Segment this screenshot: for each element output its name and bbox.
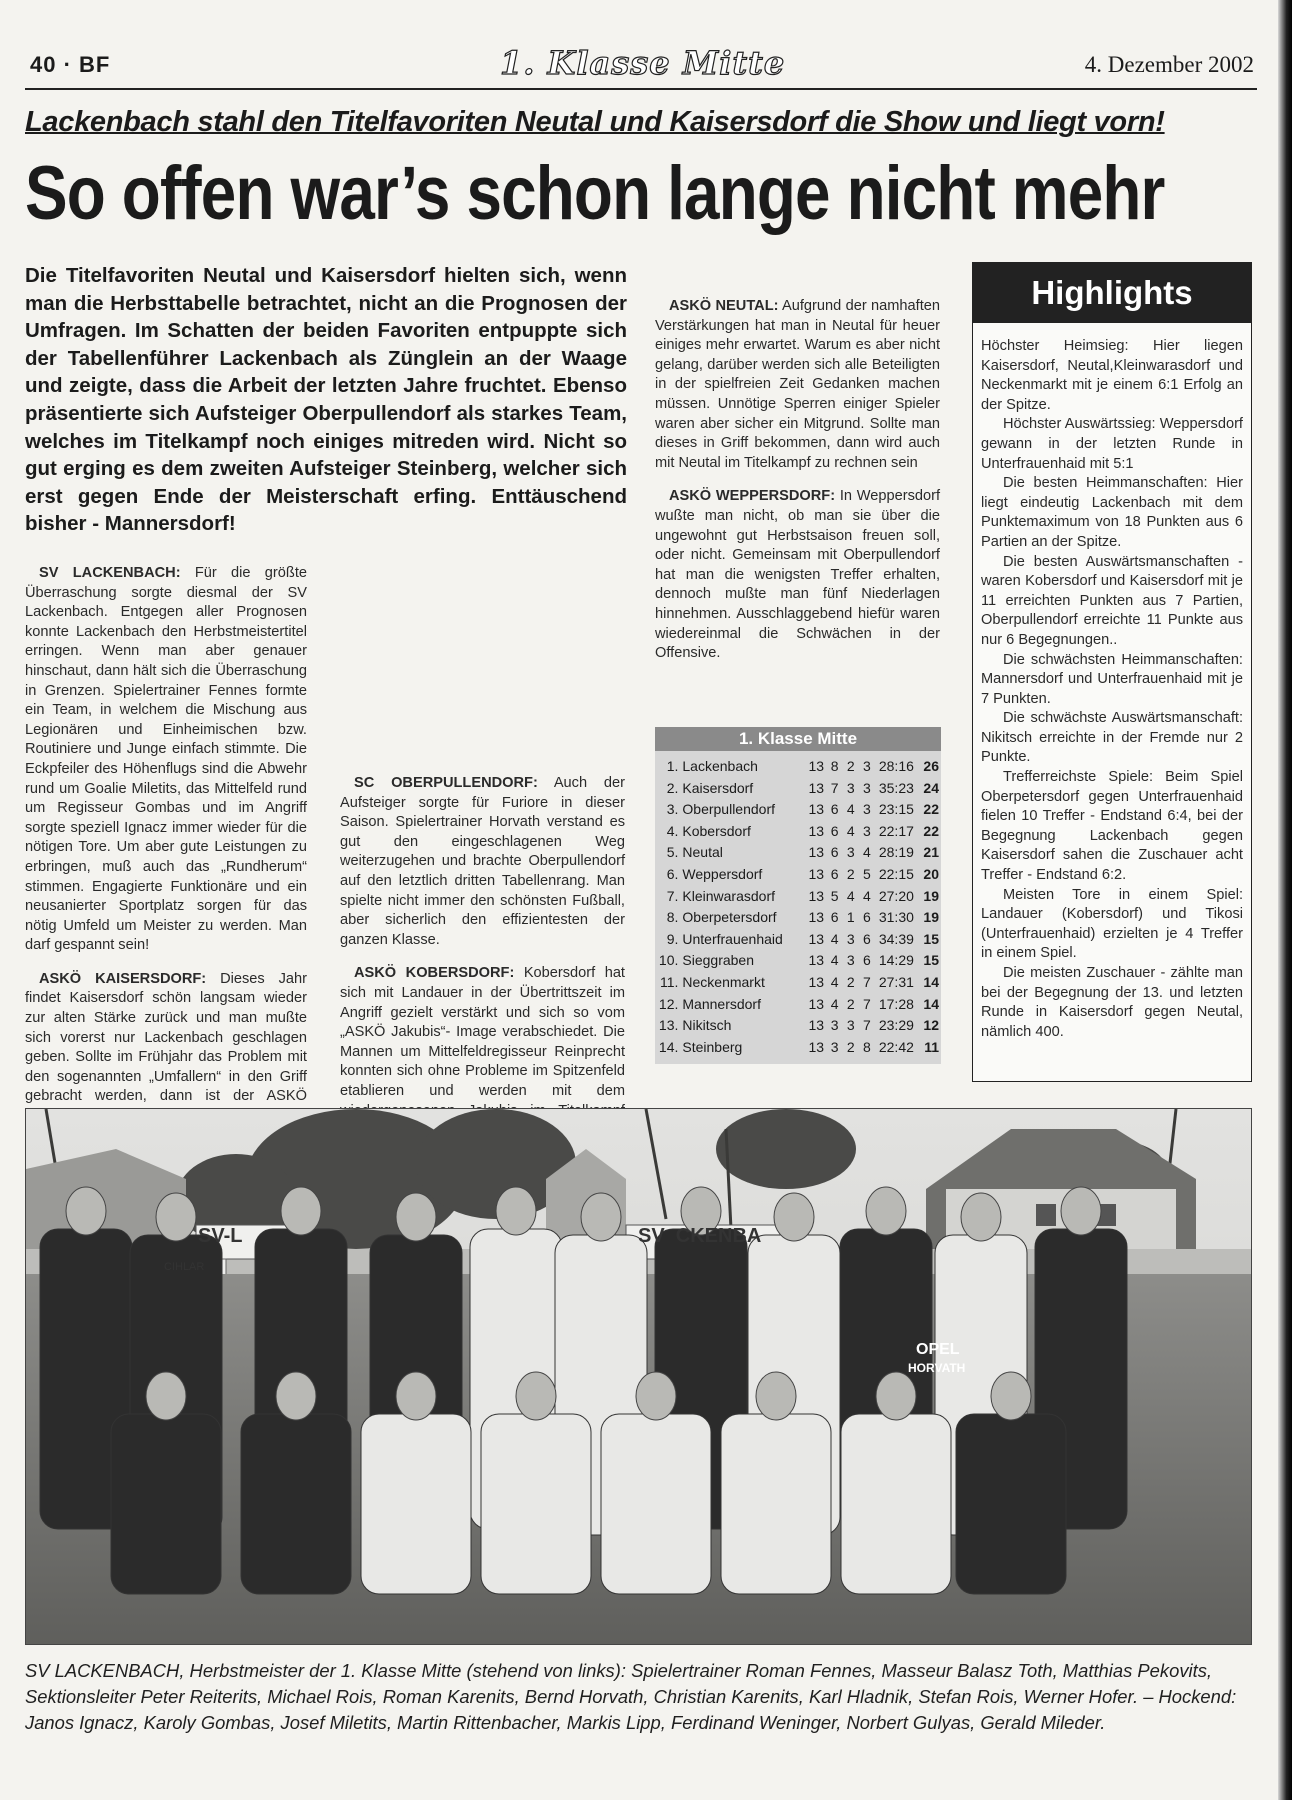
table-cell-tore: 22:17: [878, 822, 914, 839]
table-cell-team: Neutal: [682, 844, 723, 861]
table-cell-u: 2: [846, 865, 855, 882]
article-lead: SV LACKENBACH:: [39, 565, 181, 581]
player-head: [496, 1187, 536, 1235]
kicker: Lackenbach stahl den Titelfavoriten Neutal und Kaisersdorf die Show und liegt vorn!: [25, 106, 1165, 138]
table-cell-n: 3: [862, 779, 871, 796]
article-lead: ASKÖ KOBERSDORF:: [354, 965, 515, 982]
table-cell-tore: 27:20: [878, 887, 914, 904]
player-figure: [241, 1414, 351, 1594]
section-title: 1. Klasse Mitte: [500, 44, 786, 82]
table-cell-team: Oberpullendorf: [682, 801, 776, 818]
highlight-text: Hier liegen Kaisersdorf, Neutal,Kleinwarasdorf und Neckenmarkt mit je einem 6:1 Erfolg an der Spitze.: [981, 338, 1243, 413]
table-cell-u: 3: [846, 952, 855, 969]
table-cell-sp: 13: [808, 758, 825, 774]
table-cell-team: Kleinwarasdorf: [682, 887, 775, 904]
league-table-grid: [655, 756, 941, 1058]
player-head: [276, 1372, 316, 1420]
table-cell-pos: 13.: [658, 1017, 679, 1034]
table-cell-n: 7: [862, 973, 871, 990]
highlight-item: [981, 964, 1243, 1042]
table-cell-pts: 22: [923, 801, 939, 818]
highlight-item: [981, 553, 1243, 651]
article-text: In Weppersdorf wußte man nicht, ob man sie über die ungewohnt gut Herbstsaison freuen soll, oder nicht. Gemeinsam mit Oberpullendorf hat man die wenigsten Treffer erhalten, dennoch mußte man fünf Niederlagen hinnehmen. Ausschlaggebend hiefür waren wiedereinmal die Schwächen in der Offensive.: [655, 488, 941, 662]
table-cell-tore: 22:42: [878, 1038, 914, 1055]
table-cell-pts: 24: [923, 779, 939, 796]
table-cell-tore: 35:23: [878, 779, 914, 796]
highlight-lead: Höchster Heimsieg:: [981, 338, 1129, 354]
table-cell-n: 4: [862, 844, 871, 861]
highlights-box: [972, 262, 1252, 1082]
shirt-sponsor: OPEL: [916, 1341, 960, 1358]
table-cell-n: 3: [862, 801, 871, 818]
table-cell-sp: 13: [808, 887, 825, 904]
table-cell-sp: 13: [808, 822, 825, 839]
table-cell-pts: 26: [923, 758, 939, 774]
table-cell-u: 3: [846, 844, 855, 861]
article-lead: ASKÖ KAISERSDORF:: [39, 970, 207, 987]
highlight-lead: Höchster Auswärtssieg:: [1003, 416, 1156, 433]
headline: So offen war’s schon lange nicht mehr: [25, 151, 1165, 236]
table-cell-pos: 6.: [666, 865, 679, 882]
highlight-item: [981, 337, 1243, 415]
table-cell-s: 5: [830, 887, 839, 904]
table-cell-pos: 9.: [666, 930, 679, 947]
table-cell-tore: 27:31: [878, 973, 914, 990]
table-cell-tore: 14:29: [878, 952, 914, 969]
table-cell-s: 4: [830, 952, 839, 969]
highlight-item: [981, 474, 1243, 552]
table-cell-team: Oberpetersdorf: [682, 909, 777, 926]
highlight-text: - zählte man bei der Begegnung der 13. und letzten Runde in Kaisersdorf gegen Neutal, nämlich 400.: [981, 965, 1243, 1040]
highlight-item: [981, 415, 1243, 474]
article-text: Aufgrund der namhaften Verstärkungen hat man in Neutal für heuer einiges mehr erwartet. Warum es aber nicht gelang, darüber werden sich alle Beteiligten in der spielfreien Zeit Gedanken machen müssen. Unnötige Sperren einiger Spieler waren aber sicher ein Mitgrund. Sollte man dieses in Griff bekommen, dann wird auch mit Neutal im Titelkampf zu rechnen sein: [655, 298, 940, 471]
article-lead: ASKÖ WEPPERSDORF:: [669, 488, 836, 505]
table-cell-sp: 13: [808, 909, 825, 926]
table-row: [655, 821, 941, 843]
table-row: [655, 994, 941, 1016]
table-cell-sp: 13: [808, 973, 825, 990]
table-cell-tore: 17:28: [878, 995, 914, 1012]
table-cell-s: 3: [830, 1038, 839, 1055]
table-cell-s: 4: [830, 995, 839, 1012]
issue-date: 4. Dezember 2002: [1084, 52, 1254, 77]
player-head: [396, 1372, 436, 1420]
highlight-lead: Die schwächsten Heimmanschaften:: [1003, 651, 1243, 668]
highlight-lead: Die schwächste Auswärtsmanschaft:: [1003, 710, 1243, 727]
table-cell-sp: 13: [808, 952, 825, 969]
table-cell-pts: 22: [923, 822, 939, 839]
player-figure: [601, 1414, 711, 1594]
table-cell-sp: 13: [808, 1038, 825, 1055]
table-cell-pos: 2.: [666, 779, 679, 796]
highlight-text: Hier liegt eindeutig Lackenbach mit dem Punktemaximum von 18 Punkten aus 6 Partien an der Spitze.: [981, 475, 1243, 550]
article-lead: SC OBERPULLENDORF:: [354, 775, 538, 791]
table-cell-team: Mannersdorf: [682, 995, 761, 1012]
table-cell-team: Neckenmarkt: [682, 973, 765, 990]
table-cell-n: 6: [862, 952, 871, 969]
table-cell-u: 2: [846, 758, 855, 774]
highlight-text: Mannersdorf und Unterfrauenhaid mit je 7 Punkten.: [981, 671, 1243, 707]
table-cell-pos: 4.: [666, 822, 679, 839]
table-cell-tore: 23:15: [878, 801, 914, 818]
table-cell-sp: 13: [808, 779, 825, 796]
article-text: Für die größte Überraschung sorgte diesmal der SV Lackenbach. Entgegen aller Prognosen konnte Lackenbach den Herbstmeistertitel erringen. Wenn man aber genauer hinschaut, dann hält sich die Überraschung in Grenzen. Spielertrainer Fennes formte ein Team, in welchem die Mischung aus Legionären und Einheimischen bzw. Routiniere und Junge einfach stimmte. Die Eckpfeiler des Höhenflugs sind die Abwehr rund um Goalie Miletits, das Mittelfeld rund um Regisseur Gombas und im Angriff sorgte speziell Ignacz immer wieder für die nötigen Tore. Um aber gute Leistungen zu erbringen, muß auch das „Rundherum“ stimmen. Engagierte Funktionäre und ein neusanierter Sportplatz sorgen für das nötig Umfeld um Meister zu werden. Man darf gespannt sein!: [25, 565, 307, 954]
page-number: 40 · BF: [30, 52, 111, 77]
table-cell-s: 4: [830, 973, 839, 990]
table-cell-sp: 13: [808, 844, 825, 861]
article-column-3: [655, 265, 940, 678]
league-table: [655, 727, 941, 1064]
highlight-text: - waren Kobersdorf und Kaisersdorf mit je 11 erreichten Punkten aus 7 Partien, Oberpullendorf erreichte 11 Punkte aus nur 6 Begegnungen..: [981, 553, 1243, 648]
table-cell-team: Sieggraben: [682, 952, 755, 969]
article-lead: ASKÖ NEUTAL:: [669, 298, 779, 314]
table-cell-u: 3: [846, 779, 855, 796]
team-photo: [25, 1108, 1252, 1645]
table-row: [655, 1037, 941, 1059]
table-cell-pos: 8.: [666, 909, 679, 926]
table-cell-s: 6: [830, 909, 839, 926]
player-figure: [841, 1414, 951, 1594]
table-cell-pts: 12: [923, 1017, 939, 1034]
table-cell-u: 3: [846, 930, 855, 947]
table-cell-s: 6: [830, 801, 839, 818]
photo-sign-right: SV CKENBA: [638, 1225, 762, 1247]
player-figure: [361, 1414, 471, 1594]
article-text: Kobersdorf hat sich mit Landauer in der Übertrittszeit im Angriff gezielt verstärkt und sich so vom „ASKÖ Jakubis“- Image verabschiedet. Die Mannen um Mittelfeldregisseur Reinprecht konnten sich ohne Probleme im Spitzenfeld etablieren und werden mit dem: [340, 965, 625, 1099]
table-cell-u: 4: [846, 822, 855, 839]
highlight-text: Weppersdorf gewann in der letzten Runde in Unterfrauenhaid mit 5:1: [981, 416, 1243, 472]
player-head: [991, 1372, 1031, 1420]
player-head: [156, 1193, 196, 1241]
table-cell-tore: 31:30: [878, 909, 914, 926]
article-column-1: [25, 564, 307, 1180]
table-row: [655, 756, 941, 778]
table-cell-u: 2: [846, 1038, 855, 1055]
table-cell-pos: 7.: [666, 887, 679, 904]
table-cell-n: 8: [862, 1038, 871, 1055]
table-cell-team: Steinberg: [682, 1038, 743, 1055]
table-cell-n: 4: [862, 887, 871, 904]
player-head: [756, 1372, 796, 1420]
player-head: [396, 1193, 436, 1241]
table-row: [655, 972, 941, 994]
article-neutal: [655, 297, 940, 473]
highlight-lead: Meisten Tore in einem Spiel:: [1003, 886, 1243, 903]
highlight-item: [981, 709, 1243, 768]
photo-sign-small: CIHLAR: [164, 1261, 205, 1273]
highlights-body: [973, 323, 1251, 1042]
table-row: [655, 799, 941, 821]
table-cell-n: 3: [862, 822, 871, 839]
table-cell-sp: 13: [808, 930, 825, 947]
photo-caption: SV LACKENBACH, Herbstmeister der 1. Klasse Mitte (stehend von links): Spielertrainer Roman Fennes, Masseur Balasz Toth, Matthias Pekovits, Sektionsleiter Peter Reiterits, Michael Rois, Roman Karenits, Bernd Horvath, Christian Karenits, Karl Hladnik, Stefan Rois, Werner Hofer. – Hockend: Janos Ignacz, Karoly Gombas, Josef Miletits, Martin Rittenbacher, Markis Lipp, Ferdinand Weninger, Norbert Gulyas, Gerald Mileder.: [25, 1660, 1237, 1733]
table-row: [655, 778, 941, 800]
intro-paragraph: Die Titelfavoriten Neutal und Kaisersdorf hielten sich, wenn man die Herbsttabelle betrachtet, nicht an die Prognosen der Umfragen. Im Schatten der beiden Favoriten entpuppte sich der Tabellenführer Lackenbach als Zünglein an der Waage und zeigte, dass die Arbeit der letzten Jahre fruchtet. Ebenso präsentierte sich Aufsteiger Oberpullendorf als starkes Team, welches im Titelkampf noch einiges mitreden wird. Nicht so gut erging es dem zweiten Aufsteiger Steinberg, welcher sich erst gegen Ende der Meisterschaft erfing. Enttäuschend bisher - Mannersdorf!: [25, 264, 627, 536]
table-cell-pts: 11: [924, 1038, 939, 1055]
highlight-lead: Trefferreichste Spiele:: [1003, 769, 1154, 786]
table-row: [655, 886, 941, 908]
table-cell-n: 7: [862, 1017, 871, 1034]
table-cell-team: Kaisersdorf: [682, 779, 754, 796]
page-binding-edge: [1278, 0, 1292, 1800]
table-cell-sp: 13: [808, 801, 825, 818]
highlight-lead: Die besten Auswärtsmanschaften: [1003, 553, 1230, 570]
table-cell-pts: 15: [923, 930, 939, 947]
table-cell-pos: 11.: [659, 973, 679, 990]
table-cell-pos: 10.: [658, 952, 679, 969]
table-cell-u: 4: [846, 801, 855, 818]
player-head: [66, 1187, 106, 1235]
table-cell-pos: 3.: [666, 801, 679, 818]
player-figure: [956, 1414, 1066, 1594]
table-row: [655, 842, 941, 864]
table-cell-n: 7: [862, 995, 871, 1012]
team-photo-illustration: [26, 1109, 1251, 1644]
player-head: [636, 1372, 676, 1420]
table-cell-u: 4: [846, 887, 855, 904]
article-text: Auch der Aufsteiger sorgte für Furiore in dieser Saison. Spielertrainer Horvath verstand es gut den eingeschlagenen Weg weiterzugehen und brachte Oberpullendorf auf den letztlich dritten Tabellenrang. Man spielte nicht immer den schönsten Fußball, aber sicherlich den effizientesten der ganzen Klasse.: [340, 775, 625, 948]
table-cell-sp: 13: [808, 995, 825, 1012]
table-cell-u: 1: [846, 909, 855, 926]
player-figure: [721, 1414, 831, 1594]
article-column-2: [340, 564, 625, 1155]
player-head: [1061, 1187, 1101, 1235]
highlight-item: [981, 651, 1243, 710]
table-cell-tore: 28:19: [878, 844, 914, 861]
player-head: [774, 1193, 814, 1241]
table-cell-pts: 14: [923, 995, 939, 1012]
table-cell-sp: 13: [808, 1017, 825, 1034]
header-rule: [25, 88, 1257, 90]
highlights-title: Highlights: [973, 263, 1251, 323]
table-cell-team: Kobersdorf: [682, 822, 751, 839]
table-cell-pts: 15: [923, 952, 939, 969]
table-cell-tore: 34:39: [878, 930, 914, 947]
table-cell-s: 6: [830, 844, 839, 861]
highlight-lead: Die besten Heimmanschaften:: [1003, 475, 1208, 492]
table-row: [655, 929, 941, 951]
table-cell-pts: 21: [923, 844, 939, 861]
table-cell-n: 6: [862, 930, 871, 947]
table-cell-s: 6: [830, 822, 839, 839]
player-head: [866, 1187, 906, 1235]
player-head: [961, 1193, 1001, 1241]
table-row: [655, 950, 941, 972]
table-cell-n: 6: [862, 909, 871, 926]
table-cell-s: 6: [830, 865, 839, 882]
article-text: Dieses Jahr findet Kaisersdorf schön langsam wieder zur alten Stärke zurück und man mußte sich vorerst nur Lackenbach geschlagen geben. Sollte im Frühjahr das Problem mit den sogenannten „Umfallern“ in den Griff gebracht werden, dann ist der ASKÖ: [25, 970, 308, 1105]
table-cell-pos: 14.: [658, 1038, 679, 1055]
table-row: [655, 1015, 941, 1037]
table-cell-u: 2: [846, 995, 855, 1012]
highlight-lead: Die meisten Zuschauer: [1003, 965, 1156, 981]
shirt-sponsor-2: HORVATH: [908, 1361, 966, 1375]
table-cell-tore: 22:15: [878, 865, 914, 882]
table-cell-tore: 28:16: [878, 758, 914, 774]
table-cell-s: 7: [830, 779, 839, 796]
highlight-item: [981, 886, 1243, 964]
table-cell-sp: 13: [808, 865, 825, 882]
table-cell-pts: 19: [923, 887, 939, 904]
table-cell-team: Unterfrauenhaid: [682, 930, 783, 947]
table-row: [655, 864, 941, 886]
player-head: [281, 1187, 321, 1235]
table-cell-tore: 23:29: [878, 1017, 914, 1034]
player-head: [516, 1372, 556, 1420]
table-cell-u: 2: [846, 973, 855, 990]
article-lackenbach: [25, 564, 307, 956]
table-cell-pos: 5.: [666, 844, 679, 861]
table-cell-pos: 1.: [666, 758, 679, 774]
photo-sign-left: SV-L: [198, 1225, 243, 1247]
player-head: [581, 1193, 621, 1241]
table-cell-n: 5: [862, 865, 871, 882]
article-weppersdorf: [655, 487, 940, 663]
table-cell-team: Weppersdorf: [682, 865, 763, 882]
highlight-text: Landauer (Kobersdorf) und Tikosi (Unterfrauenhaid) erzielten je 4 Treffer in einem Spiel.: [981, 906, 1243, 962]
table-cell-s: 4: [830, 930, 839, 947]
table-cell-team: Nikitsch: [682, 1017, 732, 1034]
table-cell-pts: 14: [923, 973, 939, 990]
table-cell-pos: 12.: [658, 995, 679, 1012]
player-head: [876, 1372, 916, 1420]
player-head: [146, 1372, 186, 1420]
player-figure: [111, 1414, 221, 1594]
table-cell-pts: 20: [923, 865, 939, 882]
player-figure: [481, 1414, 591, 1594]
highlight-item: [981, 768, 1243, 886]
highlight-text: Beim Spiel Oberpetersdorf gegen Unterfrauenhaid fielen 10 Treffer - Endstand 6:4, bei der Begegnung Lackenbach gegen Kaisersdorf sahen die Zuschauer acht Treffer - Endstand 6:2.: [981, 769, 1243, 884]
table-cell-n: 3: [862, 758, 871, 774]
table-cell-s: 3: [830, 1017, 839, 1034]
table-cell-pts: 19: [923, 909, 939, 926]
table-cell-s: 8: [830, 758, 839, 774]
highlight-text: Nikitsch erreichte in der Fremde nur 2 Punkte.: [981, 729, 1243, 766]
table-cell-u: 3: [846, 1017, 855, 1034]
league-table-title: 1. Klasse Mitte: [655, 727, 941, 751]
table-cell-team: Lackenbach: [682, 758, 758, 774]
article-oberpullendorf: [340, 774, 625, 950]
table-row: [655, 907, 941, 929]
